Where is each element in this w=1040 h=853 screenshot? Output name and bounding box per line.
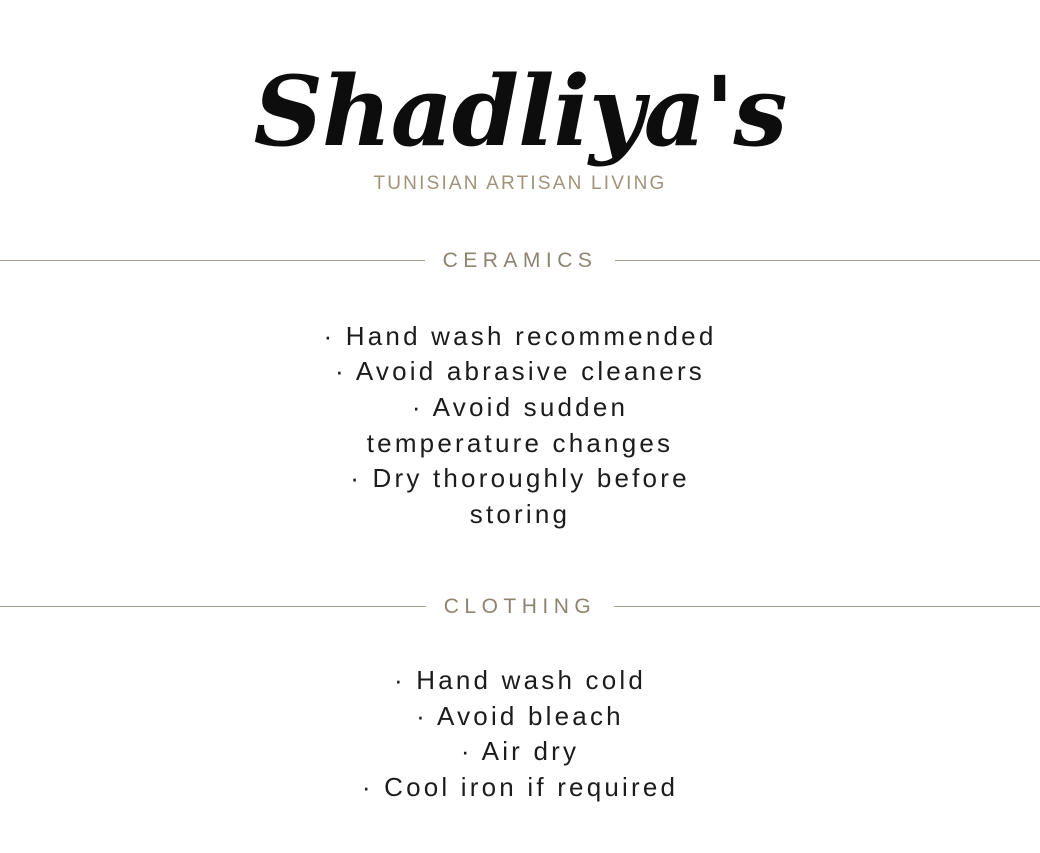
section-header-clothing: [0, 595, 1040, 619]
list-item: · Air dry: [460, 736, 580, 767]
list-item: · Cool iron if required: [361, 771, 679, 802]
list-item: · Avoid bleach: [416, 700, 624, 731]
section-header-ceramics: [0, 249, 1040, 273]
section-title-ceramics: CERAMICS: [442, 248, 598, 272]
divider-line-right: [615, 260, 1040, 261]
section-title-clothing: CLOTHING: [443, 594, 597, 618]
list-item: · Dry thoroughly before: [350, 463, 690, 494]
brand-name: Shadliya's: [253, 55, 787, 168]
list-item: · Avoid sudden: [411, 392, 629, 423]
divider-line-left: [0, 606, 426, 607]
divider-line-right: [614, 606, 1040, 607]
brand-tagline: TUNISIAN ARTISAN LIVING: [373, 172, 667, 194]
list-item: storing: [469, 499, 571, 530]
list-item: · Avoid abrasive cleaners: [334, 356, 705, 387]
care-list-ceramics: [140, 321, 900, 535]
divider-line-left: [0, 260, 425, 261]
list-item: temperature changes: [366, 427, 674, 458]
list-item: · Hand wash cold: [393, 664, 647, 695]
brand-block: [0, 55, 1040, 195]
care-list-clothing: [140, 665, 900, 808]
list-item: · Hand wash recommended: [323, 320, 717, 351]
